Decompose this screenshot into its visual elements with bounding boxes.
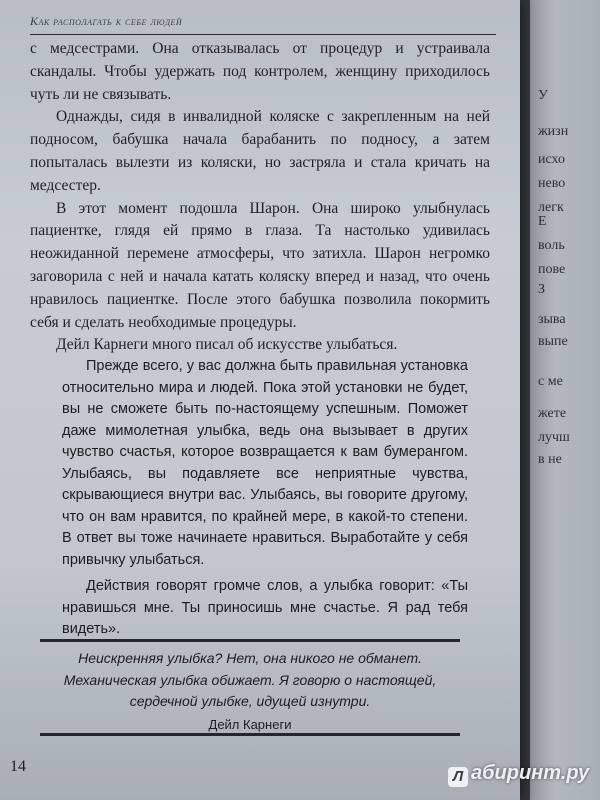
epigraph-bottom-rule: [40, 733, 460, 736]
right-page-edge: [530, 0, 600, 800]
right-page-fragment: исхо: [538, 152, 565, 167]
body-paragraph: В этот момент подошла Шарон. Она широко улыбнулась пациентке, глядя ей прямо в глаза. Та настолько удивилась неожиданной перемене атмосферы, что затихла. Шарон негромко заговорила с ней и начала катать коляску вперед и назад, что очень нравилось пациентке. После этого бабушка позволила покормить себя и сделать необходимые процедуры.: [30, 199, 490, 331]
page-number: 14: [10, 758, 26, 775]
epigraph-line: Механическая улыбка обижает. Я говорю о настоящей,: [63, 671, 437, 688]
labirint-logo-icon: Л: [448, 767, 468, 787]
right-page-fragment: З: [538, 282, 546, 297]
right-page-fragment: лучш: [538, 430, 570, 445]
right-page-fragment: зыва: [538, 312, 566, 327]
epigraph-top-rule: [40, 639, 460, 642]
watermark-text: абиринт.ру: [471, 762, 590, 784]
right-page-fragment: нево: [538, 176, 566, 191]
epigraph-line: сердечной улыбке, идущей изнутри.: [129, 693, 371, 709]
epigraph-author: Дейл Карнеги: [208, 716, 292, 732]
right-page-fragment: с ме: [538, 374, 563, 389]
body-paragraph: с медсестрами. Она отказывалась от процедур и устраивала скандалы. Чтобы удержать под контролем, женщину приходилось чуть ли не связывать.: [30, 40, 490, 103]
right-page-fragment: выпе: [538, 334, 568, 349]
body-text: [30, 38, 490, 357]
right-page-fragment: Е: [538, 214, 547, 229]
epigraph-line: Неискренняя улыбка? Нет, она никого не обманет.: [78, 650, 422, 666]
running-header-title: Как располагать к себе людей: [30, 14, 183, 28]
right-page-fragment: У: [538, 88, 548, 103]
body-paragraph: Дейл Карнеги много писал об искусстве улыбаться.: [56, 336, 398, 354]
right-page-fragment: воль: [538, 238, 565, 253]
quote-paragraph: Действия говорят громче слов, а улыбка говорит: «Ты нравишься мне. Ты приносишь мне счастье. Я рад тебя видеть».: [62, 578, 468, 637]
running-header: [30, 12, 496, 35]
right-page-fragment: жете: [538, 406, 567, 421]
quote-block: [62, 356, 468, 641]
right-page-fragment: в не: [538, 452, 562, 467]
right-page-fragment: легк: [538, 200, 564, 215]
body-paragraph: Однажды, сидя в инвалидной коляске с закрепленным на ней подносом, бабушка начала барабанить по подносу, а затем попыталась вылезти из коляски, но застряла и стала кричать на медсестер.: [30, 108, 490, 194]
quote-paragraph: Прежде всего, у вас должна быть правильная установка относительно мира и людей. Пока этой установки не будет, вы не сможете быть по-настоящему успешным. Поможет даже мимолетная улыбка, ведь она вызывает в других чувство счастья, которое возвращается к вам бумерангом. Улыбаясь, вы подавляете все неприятные чувства, скрывающиеся внутри вас. Улыбаясь, вы говорите другому, что он вам нравится, по крайней мере, в какой-то степени. В ответ вы тоже начинаете нравиться. Выработайте у себя привычку улыбаться.: [62, 358, 468, 568]
right-page-fragment: пове: [538, 262, 566, 277]
right-page-fragment: жизн: [538, 124, 569, 139]
epigraph-box: [40, 648, 460, 735]
watermark: [448, 762, 589, 787]
